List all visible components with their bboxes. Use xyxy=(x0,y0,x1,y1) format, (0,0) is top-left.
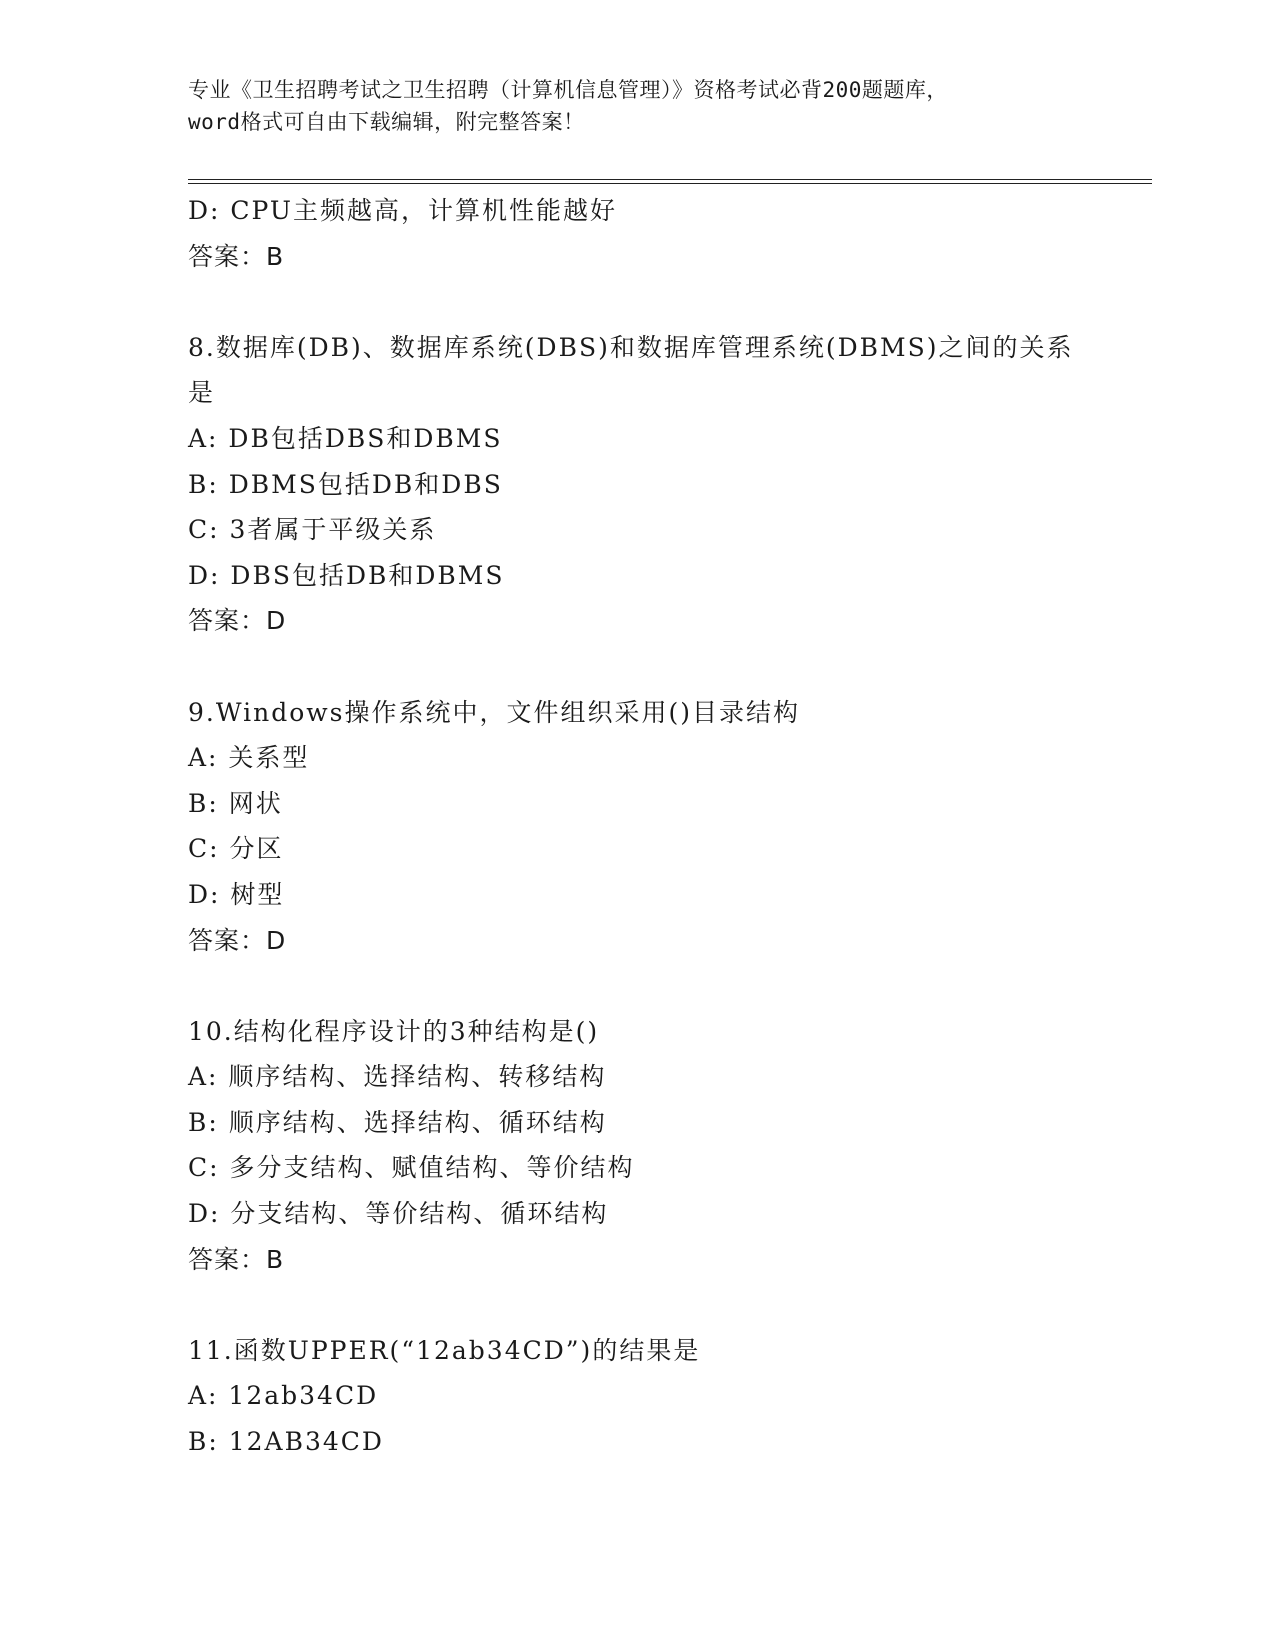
question-stem: 8.数据库(DB)、数据库系统(DBS)和数据库管理系统(DBMS)之间的关系 xyxy=(188,332,1074,362)
option-a: A: DB包括DBS和DBMS xyxy=(188,423,503,453)
option-c: C: 3者属于平级关系 xyxy=(188,515,437,545)
answer-line: 答案：B xyxy=(188,241,285,271)
header-line-1: 专业《卫生招聘考试之卫生招聘（计算机信息管理）》资格考试必背200题题库， xyxy=(188,78,948,102)
option-b: B: 顺序结构、选择结构、循环结构 xyxy=(188,1107,607,1137)
question-8 xyxy=(188,325,1088,644)
option-a: A: 顺序结构、选择结构、转移结构 xyxy=(188,1062,607,1092)
spacer xyxy=(188,279,1088,325)
header-line-2: word格式可自由下载编辑，附完整答案！ xyxy=(188,110,585,134)
question-stem: 9.Windows操作系统中，文件组织采用()目录结构 xyxy=(188,697,800,727)
question-stem: 10.结构化程序设计的3种结构是() xyxy=(188,1016,600,1046)
answer-line: 答案：D xyxy=(188,925,287,955)
document-header xyxy=(188,74,1088,138)
header-divider-bottom xyxy=(188,183,1152,184)
spacer xyxy=(188,963,1088,1009)
option-d: D: DBS包括DB和DBMS xyxy=(188,560,505,590)
option-a: A: 关系型 xyxy=(188,743,310,773)
question-10 xyxy=(188,1009,1088,1283)
header-divider-top xyxy=(188,179,1152,180)
option-a: A: 12ab34CD xyxy=(188,1381,379,1411)
spacer xyxy=(188,644,1088,690)
question-content xyxy=(188,188,1088,1465)
option-b: B: DBMS包括DB和DBS xyxy=(188,469,503,499)
question-7-tail xyxy=(188,188,1088,279)
option-d: D: 分支结构、等价结构、循环结构 xyxy=(188,1199,609,1229)
option-d: D: CPU主频越高，计算机性能越好 xyxy=(188,196,617,225)
option-c: C: 多分支结构、赋值结构、等价结构 xyxy=(188,1153,635,1183)
spacer xyxy=(188,1282,1088,1328)
answer-line: 答案：D xyxy=(188,606,287,636)
option-b: B: 12AB34CD xyxy=(188,1427,384,1457)
question-stem-continued: 是 xyxy=(188,378,216,408)
question-11 xyxy=(188,1328,1088,1465)
question-stem: 11.函数UPPER(“12ab34CD”)的结果是 xyxy=(188,1335,701,1365)
question-9 xyxy=(188,690,1088,964)
answer-line: 答案：B xyxy=(188,1244,285,1274)
option-c: C: 分区 xyxy=(188,834,284,864)
option-b: B: 网状 xyxy=(188,788,283,818)
option-d: D: 树型 xyxy=(188,879,285,909)
